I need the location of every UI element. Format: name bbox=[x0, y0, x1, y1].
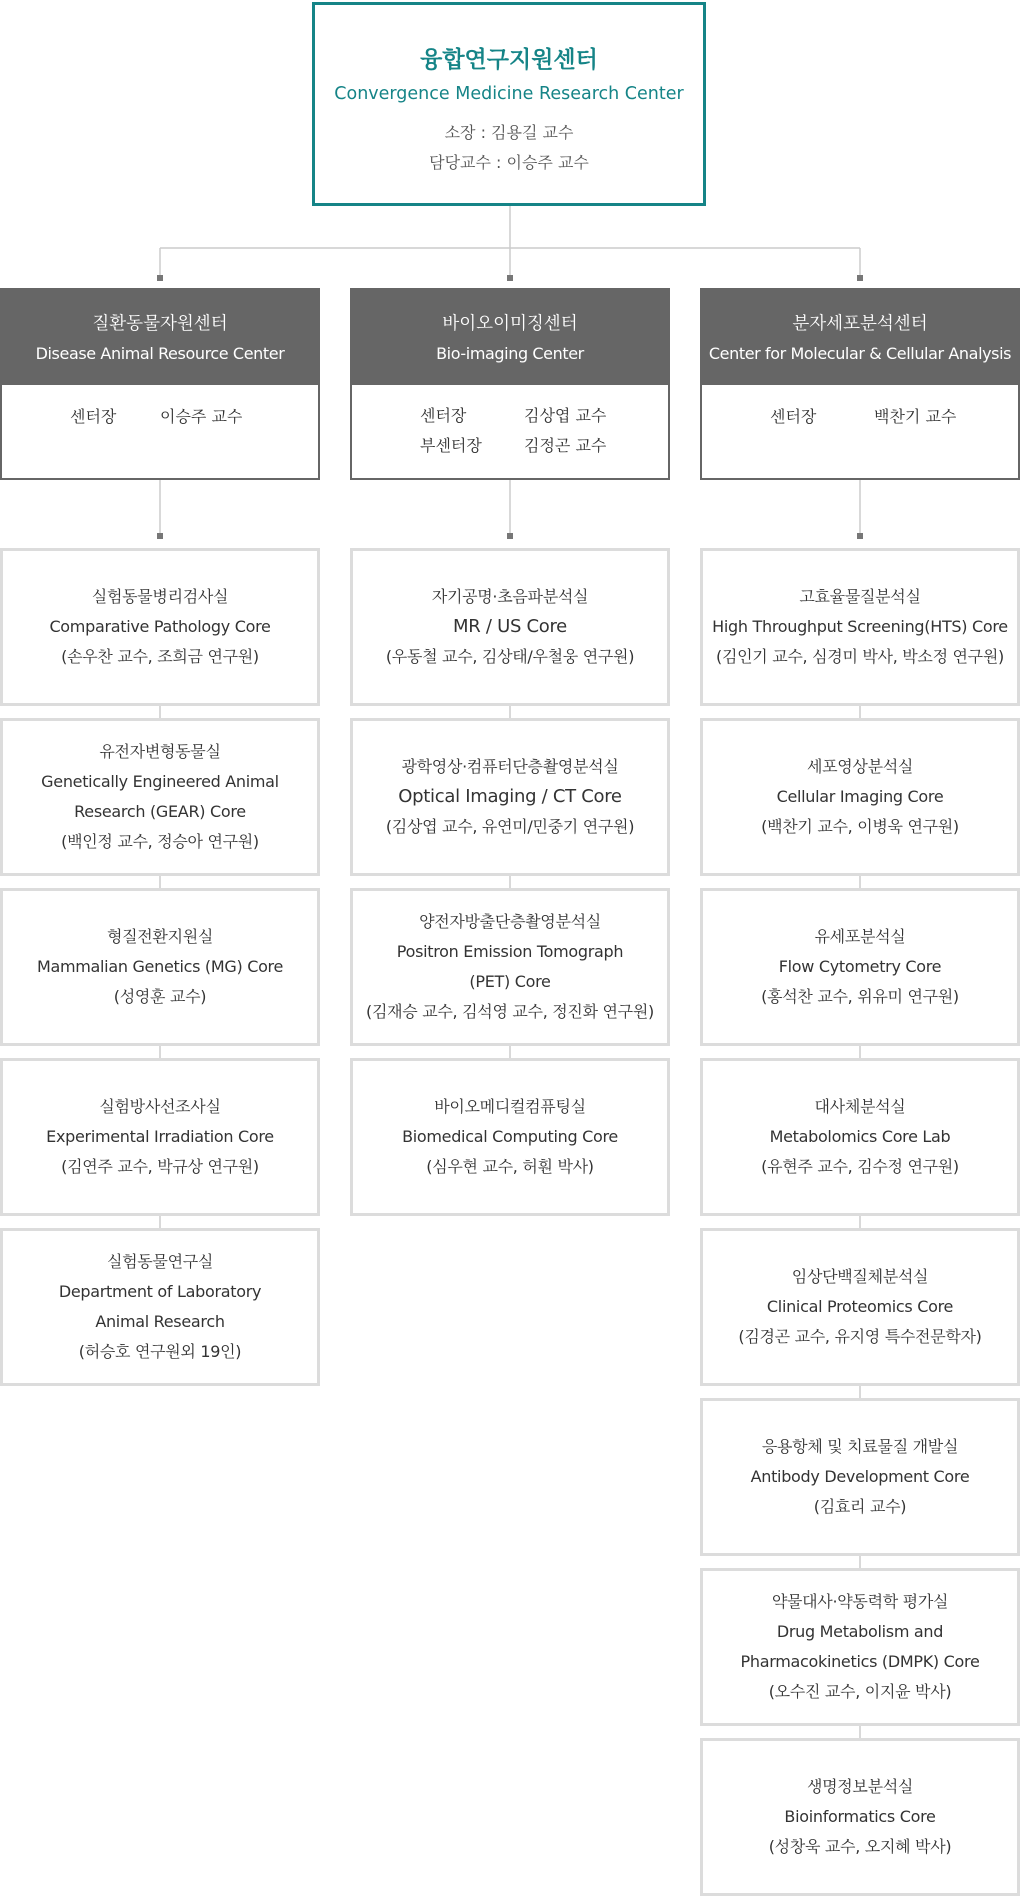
core-text-line: (손우찬 교수, 조희금 연구원) bbox=[61, 647, 259, 666]
staff-name: 백찬기 교수 bbox=[874, 407, 957, 426]
core-box bbox=[700, 718, 1020, 876]
core-name-ko: 유전자변형동물실 bbox=[99, 742, 221, 761]
center-box bbox=[700, 288, 1020, 480]
staff-row bbox=[352, 431, 668, 461]
core-name-ko: 실험동물연구실 bbox=[106, 1252, 214, 1271]
core-text-line: (백찬기 교수, 이병욱 연구원) bbox=[761, 817, 959, 836]
staff-role: 센터장 bbox=[70, 407, 117, 426]
core-text-line: Cellular Imaging Core bbox=[776, 787, 944, 806]
staff-name: 김상엽 교수 bbox=[524, 406, 607, 425]
core-box bbox=[350, 718, 670, 876]
core-text-line: Research (GEAR) Core bbox=[74, 802, 246, 821]
staff-role: 부센터장 bbox=[420, 436, 482, 455]
core-text-line: Positron Emission Tomograph bbox=[396, 942, 624, 961]
core-name-ko: 유세포분석실 bbox=[814, 927, 906, 946]
core-text-line: (김효리 교수) bbox=[813, 1497, 907, 1516]
director-line: 소장 : 김용길 교수 bbox=[444, 123, 574, 142]
core-box bbox=[700, 1228, 1020, 1386]
core-text-line: Genetically Engineered Animal bbox=[41, 772, 279, 791]
center-staff bbox=[350, 385, 670, 480]
core-text-line: (성창욱 교수, 오지혜 박사) bbox=[768, 1837, 952, 1856]
center-name-en: Center for Molecular & Cellular Analysis bbox=[708, 344, 1012, 363]
core-text-line: Experimental Irradiation Core bbox=[46, 1127, 274, 1146]
core-box bbox=[350, 1058, 670, 1216]
core-text-line: Antibody Development Core bbox=[750, 1467, 970, 1486]
center-header bbox=[350, 288, 670, 385]
center-header bbox=[700, 288, 1020, 385]
core-text-line: (김상엽 교수, 유연미/민중기 연구원) bbox=[385, 817, 635, 836]
core-text-line: (김인기 교수, 심경미 박사, 박소정 연구원) bbox=[716, 647, 1004, 666]
core-name-ko: 형질전환지원실 bbox=[106, 927, 214, 946]
core-text-line: Flow Cytometry Core bbox=[778, 957, 942, 976]
staff-row bbox=[352, 401, 668, 431]
core-box bbox=[700, 1398, 1020, 1556]
core-text-line: Mammalian Genetics (MG) Core bbox=[36, 957, 284, 976]
core-text-line: Drug Metabolism and bbox=[776, 1622, 944, 1641]
center-staff bbox=[0, 385, 320, 480]
core-box bbox=[0, 718, 320, 876]
core-text-line: Department of Laboratory bbox=[58, 1282, 262, 1301]
core-text-line: Metabolomics Core Lab bbox=[769, 1127, 951, 1146]
core-text-line: Optical Imaging / CT Core bbox=[398, 786, 622, 807]
core-text-line: (허승호 연구원외 19인) bbox=[78, 1342, 242, 1361]
core-name-ko: 대사체분석실 bbox=[814, 1097, 906, 1116]
core-box bbox=[700, 1568, 1020, 1726]
center-name-ko: 질환동물자원센터 bbox=[92, 314, 228, 334]
center-name-ko: 바이오이미징센터 bbox=[442, 314, 578, 334]
core-name-ko: 자기공명·초음파분석실 bbox=[431, 587, 589, 606]
center-name-en: Disease Animal Resource Center bbox=[35, 344, 285, 363]
core-text-line: (PET) Core bbox=[469, 972, 551, 991]
core-name-ko: 고효율물질분석실 bbox=[799, 587, 921, 606]
core-text-line: Comparative Pathology Core bbox=[49, 617, 271, 636]
center-name-en: Bio-imaging Center bbox=[436, 344, 584, 363]
top-center-box bbox=[312, 2, 706, 206]
core-text-line: (유현주 교수, 김수정 연구원) bbox=[761, 1157, 959, 1176]
core-text-line: (성영훈 교수) bbox=[113, 987, 207, 1006]
core-box bbox=[0, 1058, 320, 1216]
staff-role: 센터장 bbox=[770, 407, 817, 426]
staff-row bbox=[702, 402, 1018, 432]
core-name-ko: 세포영상분석실 bbox=[806, 757, 914, 776]
core-name-ko: 응용항체 및 치료물질 개발실 bbox=[761, 1437, 959, 1456]
core-text-line: Clinical Proteomics Core bbox=[766, 1297, 954, 1316]
core-name-ko: 생명정보분석실 bbox=[806, 1777, 914, 1796]
core-text-line: (김경곤 교수, 유지영 특수전문학자) bbox=[738, 1327, 982, 1346]
core-text-line: (우동철 교수, 김상태/우철웅 연구원) bbox=[385, 647, 635, 666]
core-box bbox=[700, 1058, 1020, 1216]
core-text-line: Bioinformatics Core bbox=[784, 1807, 936, 1826]
core-text-line: Biomedical Computing Core bbox=[402, 1127, 618, 1146]
core-box bbox=[350, 888, 670, 1046]
core-box bbox=[0, 888, 320, 1046]
center-box bbox=[350, 288, 670, 480]
core-name-ko: 양전자방출단층촬영분석실 bbox=[419, 912, 601, 931]
center-staff bbox=[700, 385, 1020, 480]
core-text-line: (심우현 교수, 허훤 박사) bbox=[426, 1157, 594, 1176]
core-text-line: (오수진 교수, 이지윤 박사) bbox=[768, 1682, 952, 1701]
top-people bbox=[315, 118, 703, 178]
core-box bbox=[700, 1738, 1020, 1896]
core-box bbox=[700, 888, 1020, 1046]
core-box bbox=[350, 548, 670, 706]
staff-name: 이승주 교수 bbox=[160, 407, 243, 426]
core-name-ko: 바이오메디컬컴퓨팅실 bbox=[434, 1097, 586, 1116]
core-text-line: Pharmacokinetics (DMPK) Core bbox=[740, 1652, 980, 1671]
core-name-ko: 임상단백질체분석실 bbox=[791, 1267, 929, 1286]
staff-role: 센터장 bbox=[420, 406, 467, 425]
top-title-ko: 융합연구지원센터 bbox=[420, 47, 598, 73]
core-text-line: MR / US Core bbox=[453, 616, 567, 637]
staff-row bbox=[2, 402, 318, 432]
core-text-line: (김재승 교수, 김석영 교수, 정진화 연구원) bbox=[366, 1002, 654, 1021]
staff-name: 김정곤 교수 bbox=[524, 436, 607, 455]
core-text-line: (홍석찬 교수, 위유미 연구원) bbox=[761, 987, 959, 1006]
core-box bbox=[0, 548, 320, 706]
core-name-ko: 약물대사·약동력학 평가실 bbox=[771, 1592, 949, 1611]
core-name-ko: 광학영상·컴퓨터단층촬영분석실 bbox=[401, 757, 619, 776]
center-box bbox=[0, 288, 320, 480]
core-text-line: (백인정 교수, 정승아 연구원) bbox=[61, 832, 259, 851]
core-box bbox=[700, 548, 1020, 706]
core-name-ko: 실험방사선조사실 bbox=[99, 1097, 221, 1116]
core-text-line: High Throughput Screening(HTS) Core bbox=[712, 617, 1008, 636]
top-title-en: Convergence Medicine Research Center bbox=[334, 84, 684, 104]
core-box bbox=[0, 1228, 320, 1386]
center-header bbox=[0, 288, 320, 385]
core-text-line: (김연주 교수, 박규상 연구원) bbox=[61, 1157, 259, 1176]
core-name-ko: 실험동물병리검사실 bbox=[91, 587, 229, 606]
center-name-ko: 분자세포분석센터 bbox=[792, 314, 928, 334]
core-text-line: Animal Research bbox=[95, 1312, 225, 1331]
professor-line: 담당교수 : 이승주 교수 bbox=[429, 153, 589, 172]
